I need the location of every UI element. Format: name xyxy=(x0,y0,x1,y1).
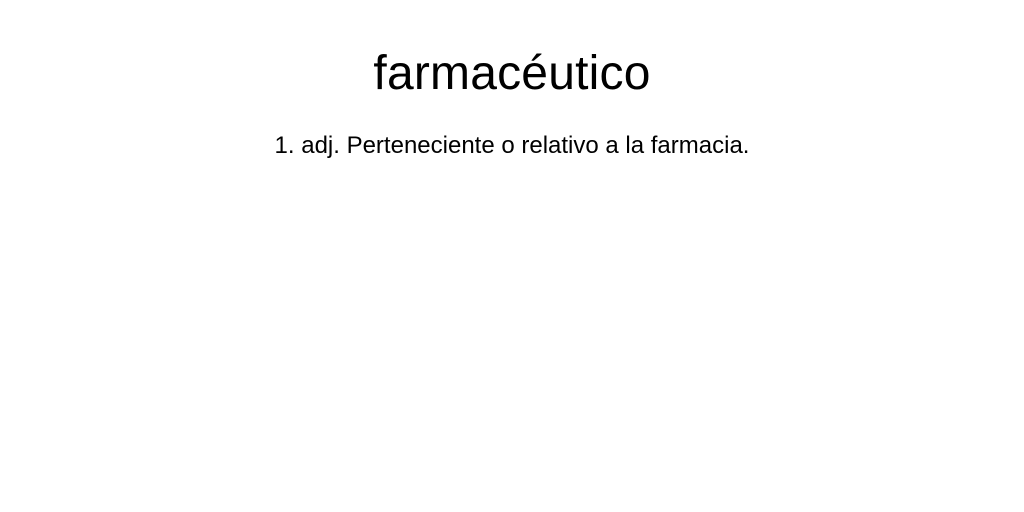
headword: farmacéutico xyxy=(373,47,651,100)
definition-sense: 1. adj. Perteneciente o relativo a la farmacia. xyxy=(274,132,750,159)
